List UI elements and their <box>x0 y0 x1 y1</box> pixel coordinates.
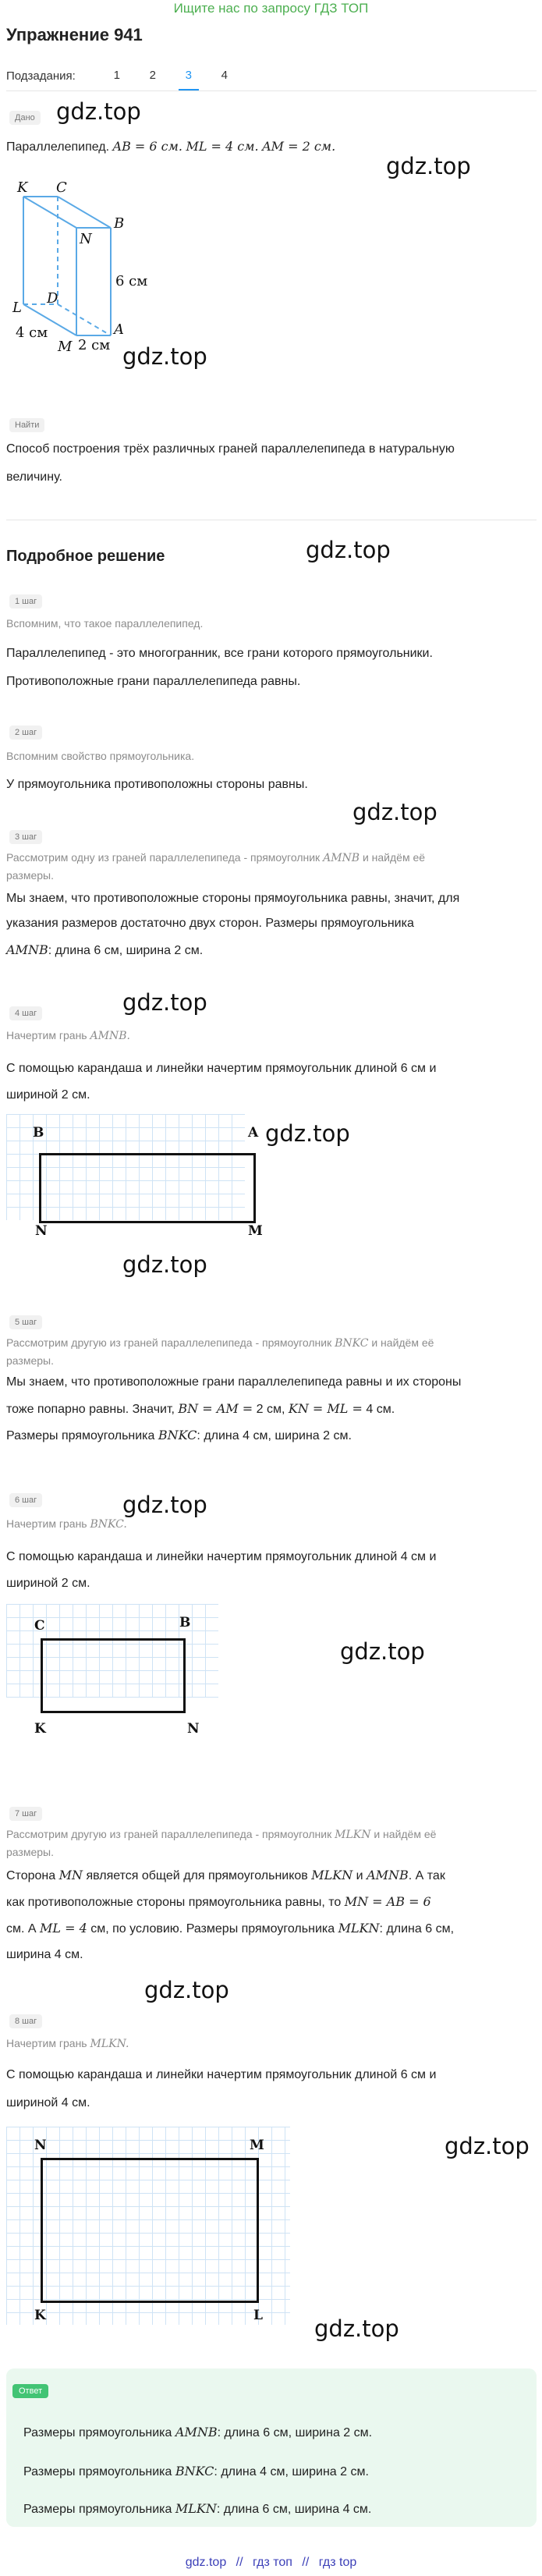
step-6-line-1: С помощью карандаша и линейки начертим прямоугольник длиной 4 см и <box>6 1550 437 1563</box>
tab-subtask-1[interactable]: 1 <box>113 69 120 82</box>
corner-label-b: B <box>33 1125 44 1141</box>
step-3-line-2: указания размеров достаточно двух сторон. Размеры прямоугольника <box>6 917 414 930</box>
corner-label-n: N <box>35 1223 48 1239</box>
dimension-label-4: 4 см <box>16 325 48 341</box>
step-8-tag: 8 шаг <box>9 2014 42 2028</box>
step-5-line-1: Мы знаем, что противоположные грани параллелепипеда равны и их стороны <box>6 1375 462 1389</box>
watermark: gdz.top <box>306 537 391 563</box>
corner-label-k: K <box>34 1721 46 1737</box>
rectangle-amnb <box>39 1153 256 1223</box>
step-3-tag: 3 шаг <box>9 830 42 844</box>
vertex-label-c: C <box>56 179 67 196</box>
dimension-label-2: 2 см <box>78 337 111 353</box>
corner-label-a: A <box>248 1125 259 1141</box>
footer-separator: // <box>302 2556 310 2569</box>
dimension-label-6: 6 см <box>115 273 148 289</box>
divider <box>6 90 537 91</box>
watermark: gdz.top <box>122 989 207 1016</box>
given-text: Параллелепипед. AB = 6 см. ML = 4 см. AM = 2 см. <box>6 139 336 154</box>
answer-line-2: Размеры прямоугольника BNKC: длина 4 см, ширина 2 см. <box>23 2464 369 2478</box>
corner-label-b: B <box>179 1615 191 1630</box>
step-6-line-2: шириной 2 см. <box>6 1577 90 1590</box>
step-2-line-1: У прямоугольника противоположны стороны равны. <box>6 778 308 791</box>
step-8-hint: Начертим грань MLKN. <box>6 2037 129 2050</box>
step-5-line-3: Размеры прямоугольника BNKC: длина 4 см, ширина 2 см. <box>6 1428 352 1442</box>
vertex-label-d: D <box>47 290 58 307</box>
step-7-line-3: см. А ML = 4 см, по условию. Размеры прямоугольника MLKN: длина 6 см, <box>6 1921 455 1936</box>
corner-label-n: N <box>34 2138 47 2153</box>
step-4-tag: 4 шаг <box>9 1006 42 1020</box>
step-3-line-1: Мы знаем, что противоположные стороны прямоугольника равны, значит, для <box>6 892 460 905</box>
watermark: gdz.top <box>340 1638 425 1665</box>
step-2-hint: Вспомним свойство прямоугольника. <box>6 750 195 762</box>
watermark: gdz.top <box>386 153 471 179</box>
answer-line-1: Размеры прямоугольника AMNB: длина 6 см, ширина 2 см. <box>23 2425 373 2439</box>
watermark: gdz.top <box>352 799 437 825</box>
given-tag: Дано <box>9 111 41 125</box>
step-8-line-1: С помощью карандаша и линейки начертим прямоугольник длиной 6 см и <box>6 2068 437 2081</box>
vertex-label-n: N <box>80 231 92 247</box>
subtasks-label: Подзадания: <box>6 69 76 83</box>
subtasks-nav <box>6 66 243 86</box>
step-3-hint: Рассмотрим одну из граней параллелепипеда - прямоуголник AMNB и найдём её размеры. <box>6 851 426 882</box>
step-3-line-3: AMNB: длина 6 см, ширина 2 см. <box>6 942 204 957</box>
step-1-tag: 1 шаг <box>9 594 42 609</box>
watermark: gdz.top <box>122 1251 207 1278</box>
vertex-label-m: M <box>58 339 73 355</box>
step-7-line-4: ширина 4 см. <box>6 1948 83 1961</box>
top-banner: Ищите нас по запросу ГДЗ ТОП <box>173 1 369 16</box>
step-6-tag: 6 шаг <box>9 1493 42 1507</box>
tab-subtask-4[interactable]: 4 <box>221 69 228 82</box>
page-title: Упражнение 941 <box>6 25 143 44</box>
step-7-tag: 7 шаг <box>9 1807 42 1821</box>
step-4-line-2: шириной 2 см. <box>6 1088 90 1102</box>
watermark: gdz.top <box>314 2315 399 2342</box>
corner-label-k: K <box>34 2308 46 2323</box>
corner-label-m: M <box>248 1223 263 1239</box>
step-4-line-1: С помощью карандаша и линейки начертим прямоугольник длиной 6 см и <box>6 1062 437 1075</box>
step-4-hint: Начертим грань AMNB. <box>6 1029 130 1042</box>
step-8-line-2: шириной 4 см. <box>6 2096 90 2109</box>
step-1-hint: Вспомним, что такое параллелепипед. <box>6 617 204 630</box>
step-1-line-2: Противоположные грани параллелепипеда равны. <box>6 675 301 688</box>
vertex-label-b: B <box>114 215 125 232</box>
footer-separator: // <box>236 2556 243 2569</box>
rectangle-mlkn <box>41 2158 259 2303</box>
watermark: gdz.top <box>265 1120 350 1147</box>
watermark: gdz.top <box>56 98 141 125</box>
vertex-label-k: K <box>17 179 28 196</box>
answer-tag: Ответ <box>12 2384 48 2398</box>
watermark: gdz.top <box>144 1977 229 2003</box>
footer-link-gdz-top-mix[interactable]: гдз top <box>318 2556 357 2569</box>
step-5-line-2: тоже попарно равны. Значит, BN = AM = 2 см, KN = ML = 4 см. <box>6 1401 395 1416</box>
footer <box>0 2556 542 2570</box>
step-7-line-2: как противоположные стороны прямоугольника равны, то MN = AB = 6 <box>6 1894 431 1909</box>
parallelepiped-figure <box>6 178 162 361</box>
step-1-line-1: Параллелепипед - это многогранник, все грани которого прямоугольники. <box>6 647 433 660</box>
step-6-hint: Начертим грань BNKC. <box>6 1517 127 1531</box>
step-7-hint: Рассмотрим другую из граней параллелепипеда - прямоуголник MLKN и найдём её размеры. <box>6 1828 437 1858</box>
step-2-tag: 2 шаг <box>9 726 42 740</box>
find-text: Способ построения трёх различных граней параллелепипеда в натуральную величину. <box>6 442 455 484</box>
step-7-line-1: Сторона MN является общей для прямоугольников MLKN и AMNB. А так <box>6 1868 445 1882</box>
footer-link-gdz-top[interactable]: gdz.top <box>185 2556 227 2569</box>
parallelepiped-edges <box>23 197 111 335</box>
rectangle-bnkc <box>41 1638 186 1713</box>
step-5-hint: Рассмотрим другую из граней параллелепипеда - прямоуголник BNKC и найдём её размеры. <box>6 1336 434 1367</box>
answer-line-3: Размеры прямоугольника MLKN: длина 6 см, ширина 4 см. <box>23 2501 372 2516</box>
watermark: gdz.top <box>122 1492 207 1518</box>
corner-label-m: M <box>250 2138 264 2153</box>
watermark: gdz.top <box>122 343 207 370</box>
tab-subtask-3[interactable]: 3 <box>171 66 207 86</box>
corner-label-n: N <box>187 1721 200 1737</box>
corner-label-l: L <box>253 2308 263 2323</box>
footer-link-gdz-top-ru[interactable]: гдз топ <box>253 2556 292 2569</box>
watermark: gdz.top <box>445 2133 530 2159</box>
find-tag: Найти <box>9 418 44 432</box>
corner-label-c: C <box>34 1618 45 1634</box>
vertex-label-l: L <box>12 300 22 316</box>
step-5-tag: 5 шаг <box>9 1315 42 1329</box>
solution-title: Подробное решение <box>6 548 165 565</box>
vertex-label-a: A <box>114 321 124 338</box>
tab-subtask-2[interactable]: 2 <box>149 69 156 82</box>
